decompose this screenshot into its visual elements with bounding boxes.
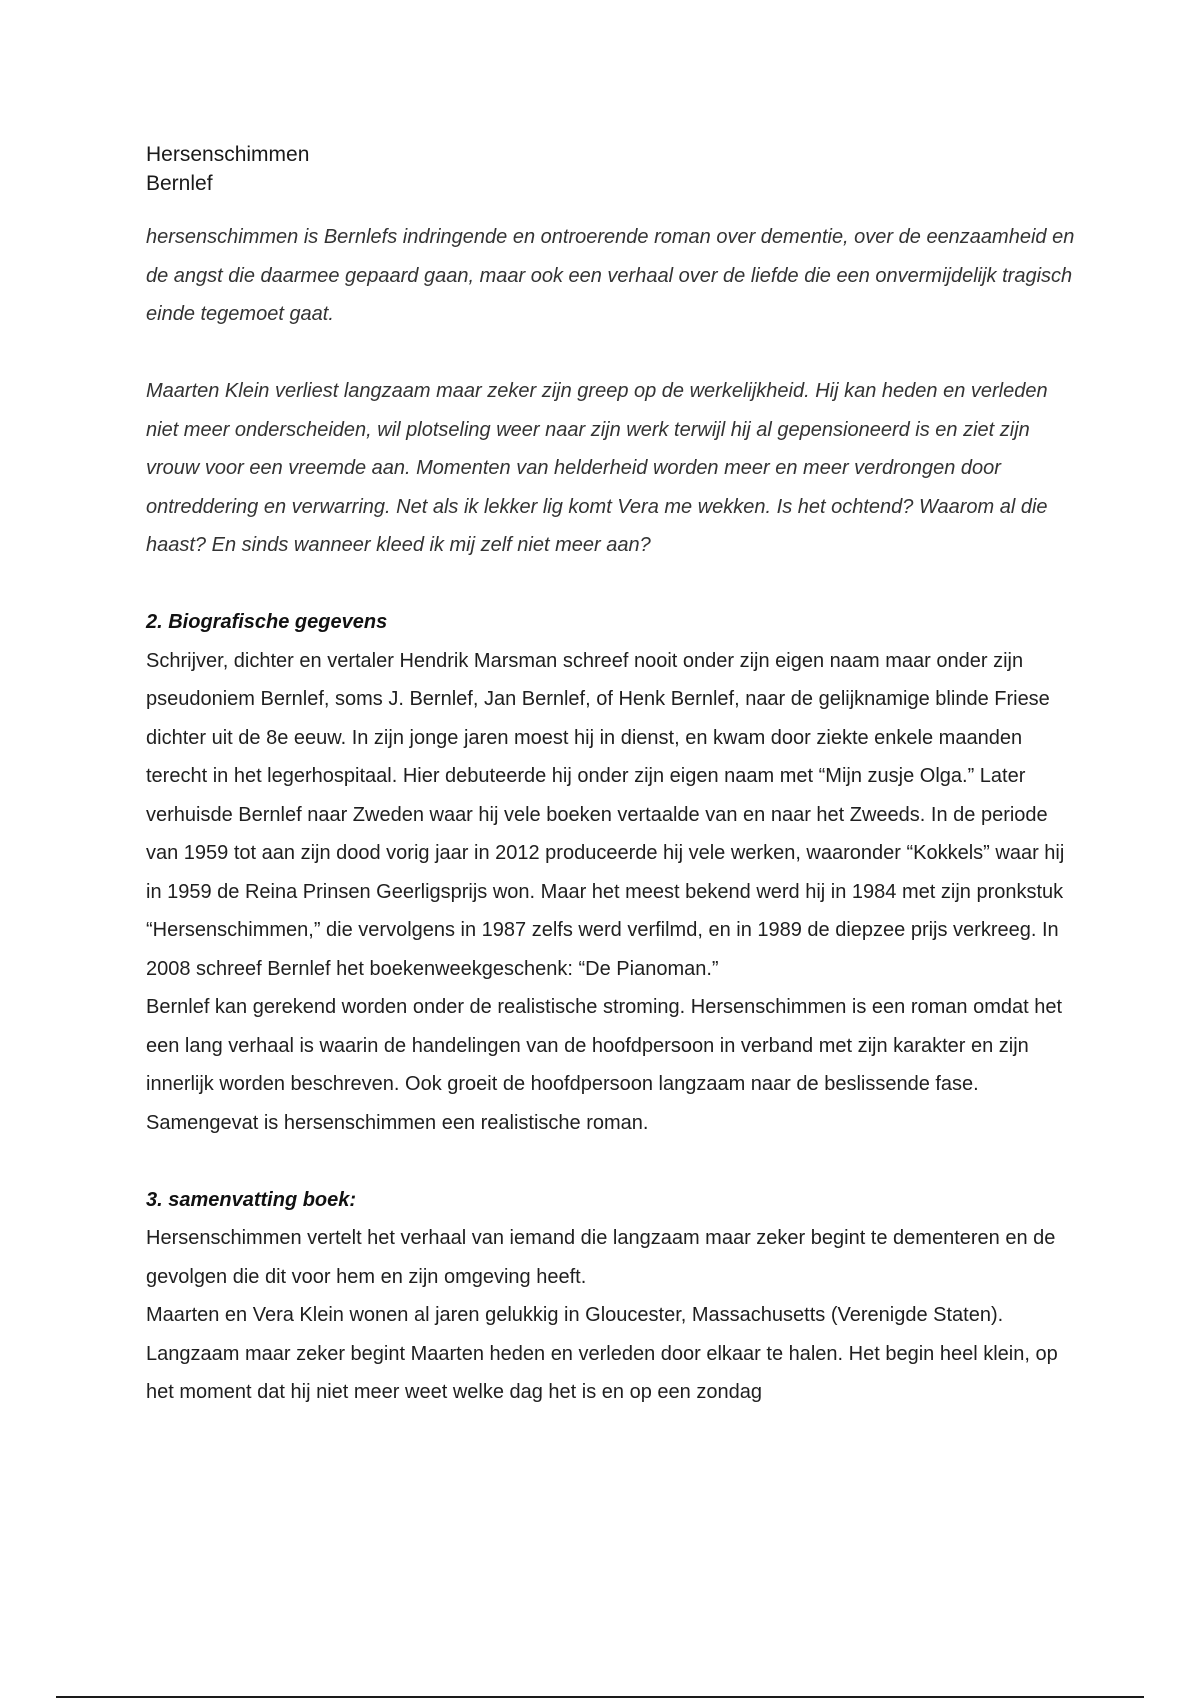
intro-block [146,218,1076,565]
section-biografie [146,603,1076,1142]
document-page [146,140,1076,1412]
intro-paragraph: hersenschimmen is Bernlefs indringende en ontroerende roman over dementie, over de eenzaamheid en de angst die daarmee gepaard gaan, maar ook een verhaal over de liefde die een onvermijdelijk tragisch einde tegemoet gaat. [146,226,1075,325]
section-paragraph: Hersenschimmen vertelt het verhaal van iemand die langzaam maar zeker begint te dementeren en de gevolgen die dit voor hem en zijn omgeving heeft. [146,1227,1056,1288]
section-heading: 3. samenvatting boek: [146,1188,357,1211]
section-gap [146,565,1076,604]
section-heading: 2. Biografische gegevens [146,611,388,633]
document-title: Hersenschimmen [146,143,310,166]
section-paragraph: Maarten en Vera Klein wonen al jaren gelukkig in Gloucester, Massachusetts (Verenigde Staten). Langzaam maar zeker begint Maarten heden en verleden door elkaar te halen. Het begin heel klein, op het moment dat hij niet meer weet welke dag het is en op een zondag [146,1304,1058,1403]
document-author: Bernlef [146,172,213,195]
page-bottom-rule [56,1696,1144,1698]
paragraph-gap [146,334,1076,373]
section-paragraph: Schrijver, dichter en vertaler Hendrik Marsman schreef nooit onder zijn eigen naam maar onder zijn pseudoniem Bernlef, soms J. Bernlef, Jan Bernlef, of Henk Bernlef, naar de gelijknamige blinde Friese dichter uit de 8e eeuw. In zijn jonge jaren moest hij in dienst, en kwam door ziekte enkele maanden terecht in het legerhospitaal. Hier debuteerde hij onder zijn eigen naam met “Mijn zusje Olga.” Later verhuisde Bernlef naar Zweden waar hij vele boeken vertaalde van en naar het Zweeds. In de periode van 1959 tot aan zijn dood vorig jaar in 2012 produceerde hij vele werken, waaronder “Kokkels” waar hij in 1959 de Reina Prinsen Geerligsprijs won. Maar het meest bekend werd hij in 1984 met zijn pronkstuk “Hersenschimmen,” die vervolgens in 1987 zelfs werd verfilmd, en in 1989 de diepzee prijs verkreeg. In 2008 schreef Bernlef het boekenweekgeschenk: “De Pianoman.” [146,649,1065,980]
section-paragraph: Bernlef kan gerekend worden onder de realistische stroming. Hersenschimmen is een roman omdat het een lang verhaal is waarin de handelingen van de hoofdpersoon in verband met zijn karakter en zijn innerlijk worden beschreven. Ook groeit de hoofdpersoon langzaam naar de beslissende fase. Samengevat is hersenschimmen een realistische roman. [146,996,1063,1134]
intro-paragraph: Maarten Klein verliest langzaam maar zeker zijn greep op de werkelijkheid. Hij kan heden en verleden niet meer onderscheiden, wil plotseling weer naar zijn werk terwijl hij al gepensioneerd is en ziet zijn vrouw voor een vreemde aan. Momenten van helderheid worden meer en meer verdrongen door ontreddering en verwarring. Net als ik lekker lig komt Vera me wekken. Is het ochtend? Waarom al die haast? En sinds wanneer kleed ik mij zelf niet meer aan? [146,380,1048,556]
section-gap [146,1142,1076,1181]
section-samenvatting [146,1181,1076,1412]
